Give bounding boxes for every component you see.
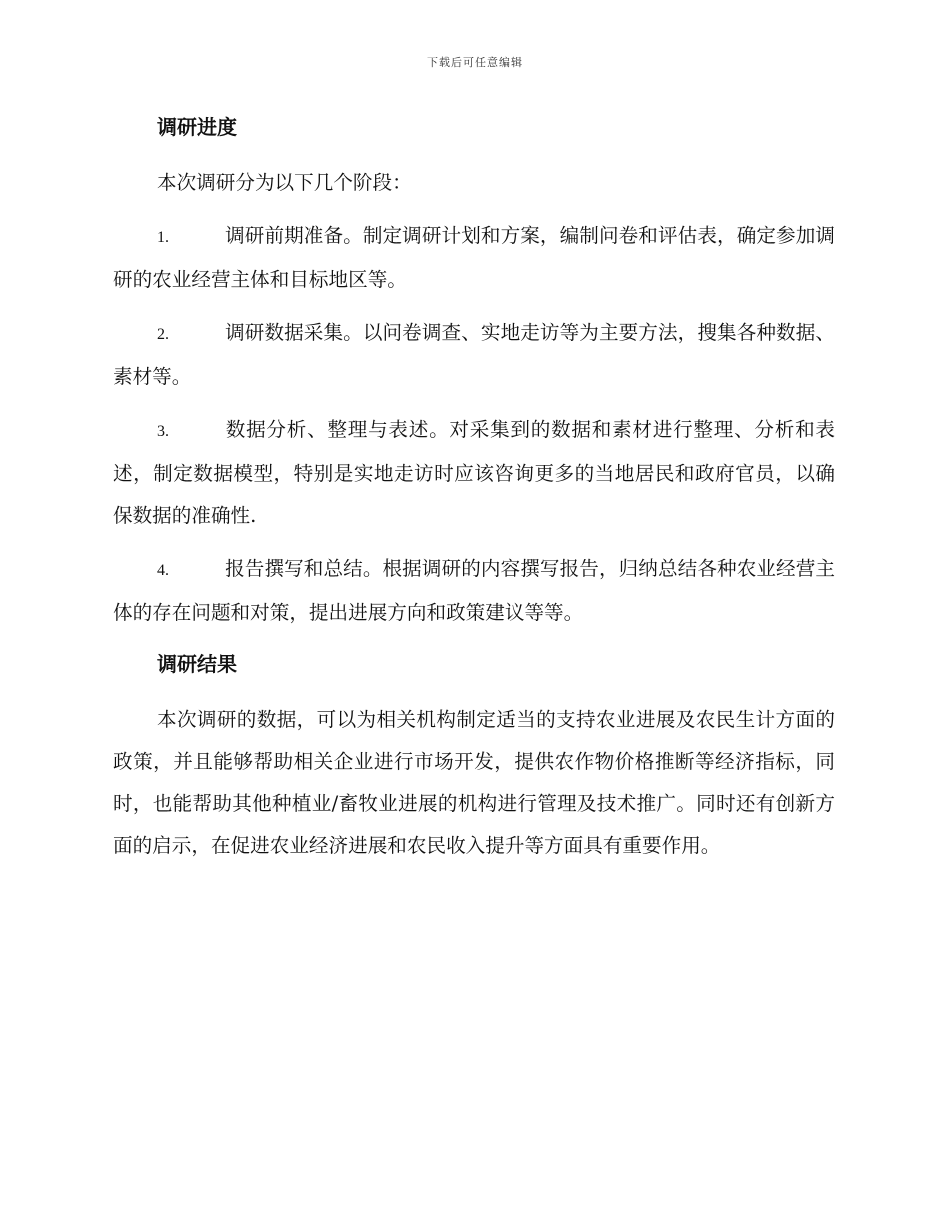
list-item-text: 调研前期准备。制定调研计划和方案，编制问卷和评估表，确定参加调研的农业经营主体和目标地区等。 xyxy=(113,224,835,291)
list-item-text: 数据分析、整理与表述。对采集到的数据和素材进行整理、分析和表述，制定数据模型，特别是实地走访时应该咨询更多的当地居民和政府官员，以确保数据的准确性. xyxy=(113,418,835,527)
list-item-text: 报告撰写和总结。根据调研的内容撰写报告，归纳总结各种农业经营主体的存在问题和对策，提出进展方向和政策建议等等。 xyxy=(113,557,835,624)
progress-intro: 本次调研分为以下几个阶段： xyxy=(157,171,412,194)
list-item-number: 2. xyxy=(157,326,169,343)
list-item-text: 调研数据采集。以问卷调查、实地走访等为主要方法，搜集各种数据、素材等。 xyxy=(113,321,835,388)
section-title-results: 调研结果 xyxy=(157,652,237,676)
page-header: 下载后可任意编辑 xyxy=(427,56,523,69)
list-item-number: 4. xyxy=(157,562,169,579)
list-item xyxy=(113,215,835,301)
list-item xyxy=(113,409,835,537)
section-title-progress: 调研进度 xyxy=(157,115,237,139)
list-item-number: 1. xyxy=(157,229,169,246)
list-item xyxy=(113,548,835,634)
results-body: 本次调研的数据，可以为相关机构制定适当的支持农业进展及农民生计方面的政策，并且能够帮助相关企业进行市场开发，提供农作物价格推断等经济指标，同时，也能帮助其他种植业/畜牧业进展的机构进行管理及技术推广。同时还有创新方面的启示，在促进农业经济进展和农民收入提升等方面具有重要作用。 xyxy=(113,708,835,857)
list-item-number: 3. xyxy=(157,423,169,440)
document-body xyxy=(113,108,835,878)
list-item xyxy=(113,312,835,398)
